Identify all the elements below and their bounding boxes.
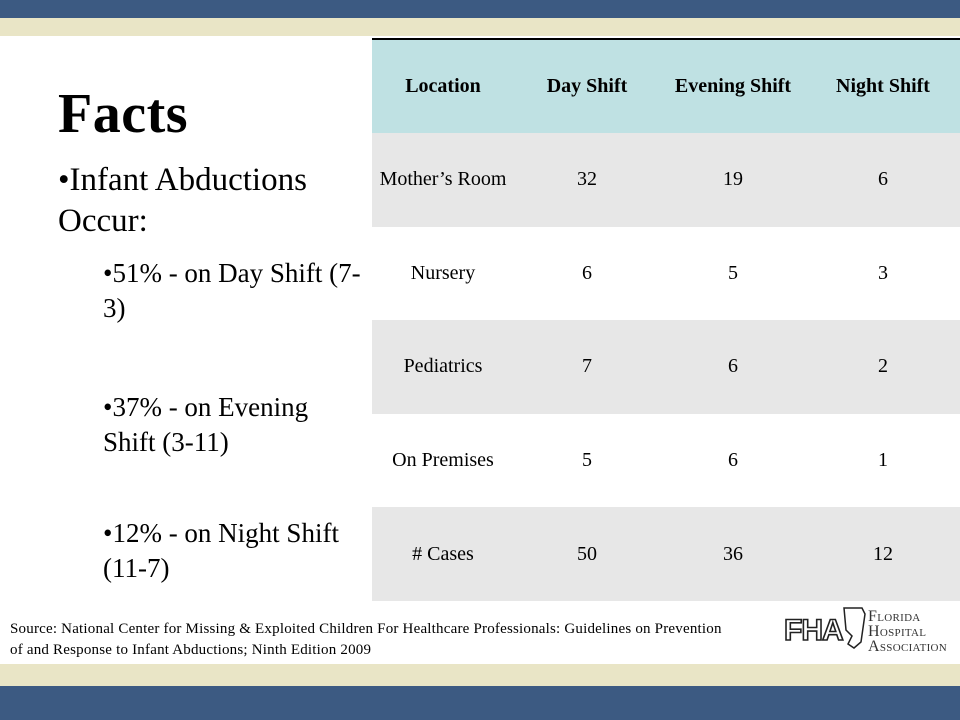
heading-bullet: •Infant Abductions Occur:: [58, 162, 307, 239]
cell-evening: 36: [660, 507, 806, 601]
slide-title: Facts: [58, 83, 189, 145]
sub-bullet-night: •12% - on Night Shift (11-7): [103, 518, 339, 583]
bottom-cream-band: [0, 664, 960, 686]
logo-initial-h: H: [868, 623, 880, 640]
cell-night: 3: [806, 227, 960, 321]
logo-wordmark: [868, 610, 947, 655]
header-day-shift: Day Shift: [514, 40, 660, 133]
table-row: [372, 320, 960, 414]
cell-location: Nursery: [372, 227, 514, 321]
cell-location: Mother’s Room: [372, 133, 514, 227]
cell-location: Pediatrics: [372, 320, 514, 414]
logo-initial-f: F: [868, 608, 878, 625]
logo-word-association: SSOCIATION: [879, 642, 948, 654]
cell-night: 2: [806, 320, 960, 414]
logo-word-florida: LORIDA: [877, 612, 921, 624]
sub-bullet-evening: •37% - on Evening Shift (3-11): [103, 392, 309, 457]
cell-evening: 19: [660, 133, 806, 227]
cell-night: 1: [806, 414, 960, 508]
cell-day: 50: [514, 507, 660, 601]
cell-night: 12: [806, 507, 960, 601]
table-row: [372, 507, 960, 601]
top-blue-band: [0, 0, 960, 18]
fha-logo-mark-icon: [782, 606, 866, 656]
table-row: [372, 414, 960, 508]
cell-day: 5: [514, 414, 660, 508]
source-citation: Source: National Center for Missing & Exploited Children For Healthcare Professionals: Guidelines on Prevention of and Response to Infant Abductions; Ninth Edition 2009: [10, 621, 722, 658]
cell-evening: 5: [660, 227, 806, 321]
bottom-blue-band: [0, 686, 960, 720]
cell-location: On Premises: [372, 414, 514, 508]
cell-day: 7: [514, 320, 660, 414]
logo-word-hospital: OSPITAL: [879, 627, 927, 639]
cell-night: 6: [806, 133, 960, 227]
logo-initial-a: A: [868, 638, 880, 655]
top-cream-band: [0, 18, 960, 36]
header-night-shift: Night Shift: [806, 40, 960, 133]
table-header-row: [372, 40, 960, 133]
header-location: Location: [372, 40, 514, 133]
cell-location: # Cases: [372, 507, 514, 601]
cell-day: 6: [514, 227, 660, 321]
logo-mark-text: FHA: [784, 614, 843, 647]
table-row: [372, 227, 960, 321]
cell-evening: 6: [660, 414, 806, 508]
abductions-table: [372, 40, 960, 601]
table-row: [372, 133, 960, 227]
cell-day: 32: [514, 133, 660, 227]
cell-evening: 6: [660, 320, 806, 414]
sub-bullet-day: •51% - on Day Shift (7-3): [103, 258, 361, 323]
header-evening-shift: Evening Shift: [660, 40, 806, 133]
fha-logo: [782, 606, 947, 656]
